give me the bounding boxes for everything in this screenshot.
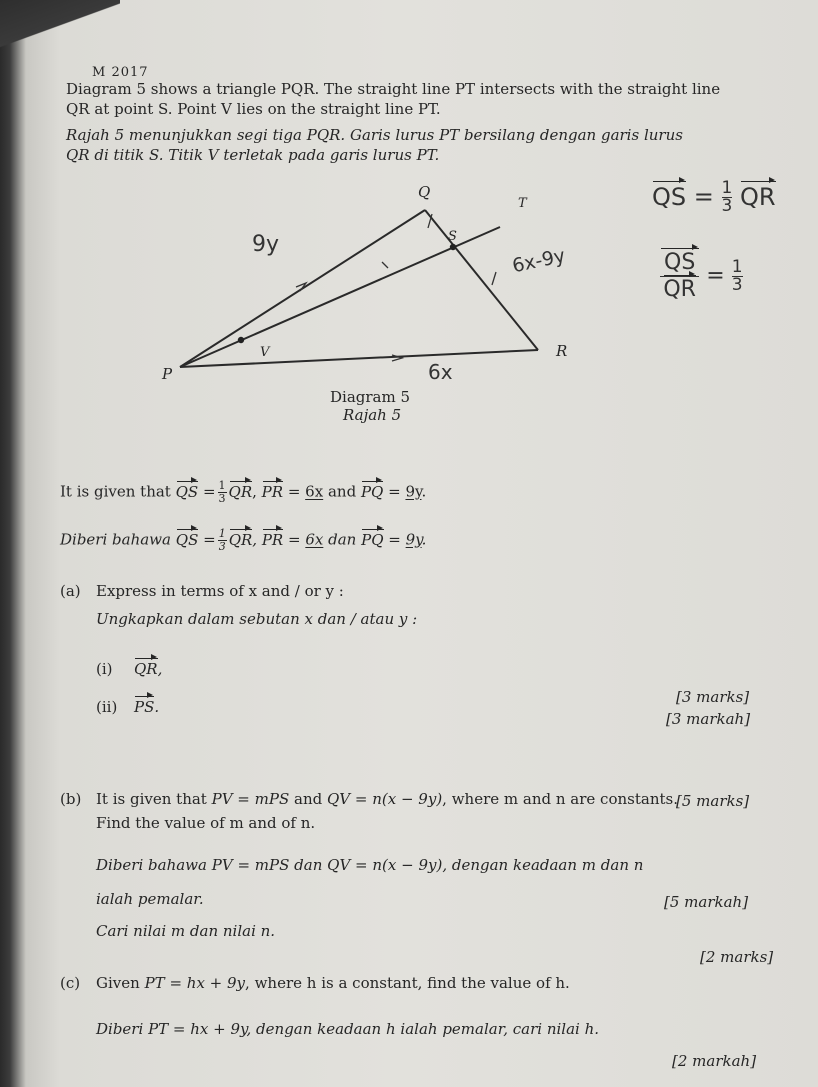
intro-line-2: QR at point S. Point V lies on the straight line PT.	[66, 100, 441, 118]
part-b-ms-line-2: ialah pemalar.	[96, 890, 204, 908]
part-b-find-en: Find the value of m and of n.	[96, 814, 316, 832]
part-a-en: Express in terms of x and / or y :	[96, 582, 344, 600]
label-p: P	[162, 365, 173, 383]
margin-note-2: $\frac{QS}{QR}$ = $\frac{1}{3}$	[660, 250, 743, 303]
margin-note-1: QS = $\frac{1}{3}$ QR	[652, 178, 776, 216]
part-a-label: (a)	[60, 582, 81, 600]
label-q: Q	[418, 183, 431, 201]
point-v	[238, 337, 244, 343]
label-v: V	[260, 345, 270, 360]
side-pr	[180, 350, 538, 367]
diagram-caption-ms: Rajah 5	[343, 406, 402, 424]
handwritten-9y: 9y	[252, 232, 280, 257]
given-en: It is given that QS = $\frac{1}{3}$ QR, PR = 6x and PQ = 9y.	[60, 479, 427, 505]
label-r: R	[556, 342, 568, 360]
diagram-caption-en: Diagram 5	[330, 388, 411, 406]
part-a-ms: Ungkapkan dalam sebutan x dan / atau y :	[96, 610, 418, 628]
intro-line-1: Diagram 5 shows a triangle PQR. The straight line PT intersects with the straight line	[66, 80, 721, 98]
handwritten-6x-9y: 6x-9y	[510, 244, 568, 278]
part-a-i-label: (i)	[96, 660, 113, 678]
year-label: M 2017	[92, 65, 149, 80]
part-a-marks-en: [3 marks]	[676, 688, 750, 706]
part-c-ms: Diberi PT = hx + 9y, dengan keadaan h ialah pemalar, cari nilai h.	[96, 1020, 600, 1038]
part-b-label: (b)	[60, 790, 82, 808]
part-b-ms: Diberi bahawa PV = mPS dan QV = n(x − 9y), dengan keadaan m dan n	[96, 856, 644, 874]
given-ms: Diberi bahawa QS = $\frac{1}{3}$ QR, PR = 6x dan PQ = 9y.	[60, 527, 427, 553]
part-c-marks-ms: [2 markah]	[672, 1052, 757, 1070]
part-b-find-ms: Cari nilai m dan nilai n.	[96, 922, 276, 940]
intro-ms-line-1: Rajah 5 menunjukkan segi tiga PQR. Garis lurus PT bersilang dengan garis lurus	[66, 126, 683, 144]
part-b-marks-en: [5 marks]	[676, 792, 750, 810]
intro-ms-line-2: QR di titik S. Titik V terletak pada garis lurus PT.	[66, 146, 440, 164]
label-s: S	[448, 229, 457, 244]
side-qr	[425, 210, 538, 350]
part-a-ii-vector: PS.	[134, 698, 160, 716]
part-b-en: It is given that PV = mPS and QV = n(x − 9y), where m and n are constants.	[96, 790, 678, 808]
part-c-marks-en: [2 marks]	[700, 948, 774, 966]
part-a-ii-label: (ii)	[96, 698, 118, 716]
part-c-en: Given PT = hx + 9y, where h is a constant, find the value of h.	[96, 974, 570, 992]
handwritten-6x: 6x	[428, 360, 453, 384]
label-t: T	[518, 196, 527, 211]
part-b-marks-ms: [5 markah]	[664, 893, 749, 911]
part-a-i-vector: QR,	[134, 660, 163, 678]
part-c-label: (c)	[60, 974, 81, 992]
part-a-marks-ms: [3 markah]	[666, 710, 751, 728]
